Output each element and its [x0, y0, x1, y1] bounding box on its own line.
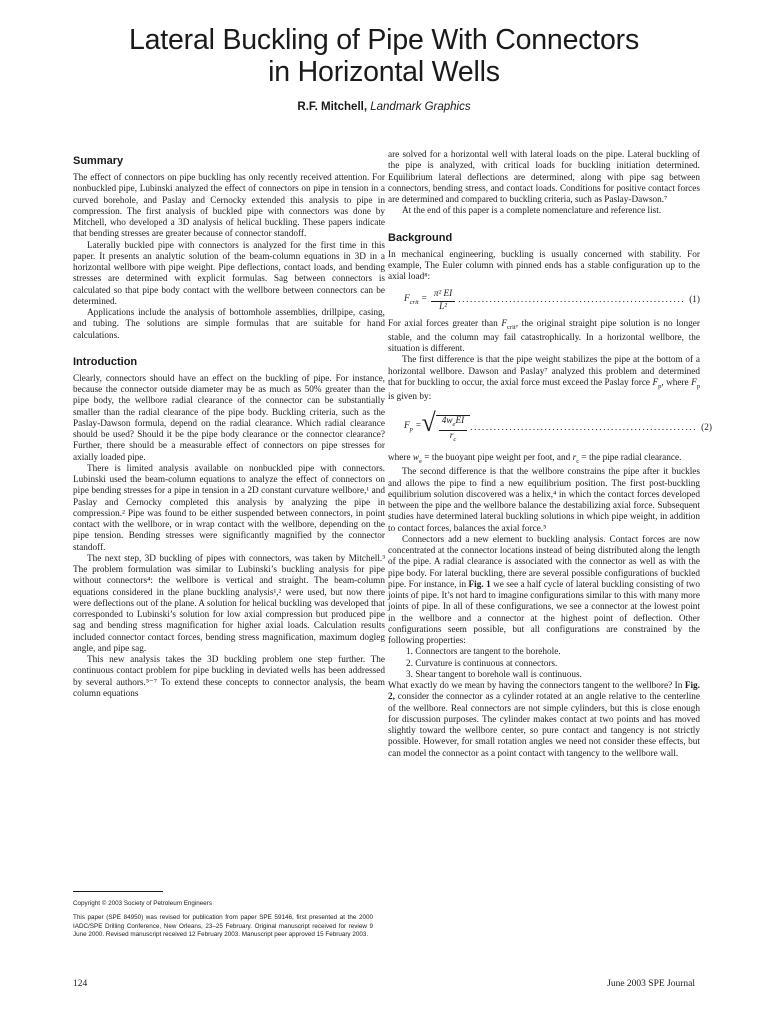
equation-2-leader: .......................................................... — [470, 422, 698, 433]
background-paragraph-1: In mechanical engineering, buckling is usually concerned with stability. For example, The Euler column with pinned ends has a stable configuration up to the axial load⁸: — [388, 249, 700, 282]
equation-1-lhs: $F_{crit}$ = — [404, 293, 428, 306]
equation-2-numerator: $4w_eEI$ — [439, 416, 467, 431]
equation-2-number: (2) — [701, 422, 712, 433]
background-paragraph-5: The second difference is that the wellbore constrains the pipe after it buckles and allows the pipe to find a new equilibrium position. The first post-buckling equilibrium solution discovered was a helix,⁴ in which the contact forces developed between the pipe and the wellbore balance the destabilizing axial force. Subsequent studies have determined lateral buckling solutions in which pipe weight, in addition to contact forces, balances the axial force.⁵ — [388, 467, 700, 534]
equation-1-fraction — [431, 289, 455, 313]
introduction-paragraph-5: At the end of this paper is a complete nomenclature and reference list. — [402, 206, 662, 217]
equation-2-fraction — [439, 416, 467, 445]
introduction-heading: Introduction — [73, 355, 138, 368]
introduction-paragraph-3: The next step, 3D buckling of pipes with connectors, was taken by Mitchell.³ The problem formulation was similar to Lubinski’s buckling analysis for pipe without connectors⁴: the wellbore is vertical and straight. The beam-column equations considered in the plane buckling analysis¹,² were used, but now there were deflections out of the plane. A solution for helical buckling was developed that corresponded to Lubinski’s solution for low axial compression but produced pipe sag and bending stress magnification for higher axial loads. Calculation results included connector contact forces, bending stress magnification, maximum dogleg angle, and pipe sag. — [73, 553, 385, 654]
author-line — [60, 101, 708, 113]
summary-paragraph-2: Laterally buckled pipe with connectors is analyzed for the first time in this paper. It presents an analytic solution of the beam-column equations in 3D in a horizontal wellbore with pipe weight. Pipe deflections, contact loads, and bending stresses are determined with explicit formulas. Sag between connectors is calculated so that pipe body contact with the wellbore between connectors can be determined. — [73, 240, 385, 307]
list-item: 3. Shear tangent to borehole wall is continuous. — [406, 669, 582, 680]
introduction-paragraph-4-continued: are solved for a horizontal well with lateral loads on the pipe. Lateral buckling of the pipe is analyzed, with critical loads for buckling initiation determined. Equilibrium lateral deflections are determined, along with pipe sag between connectors, bending stress, and contact loads. Conditions for positive contact forces are determined and compared to buckling criteria, such as Paslay-Dawson.⁷ — [388, 150, 700, 205]
introduction-paragraph-1: Clearly, connectors should have an effect on the buckling of pipe. For instance, because the connector outside diameter may be as much as 50% greater than the pipe body, the wellbore radial clearance of the connector can be substantially smaller than the radial clearance of the pipe body. Buckling criteria, such as the Paslay-Dawson formula, depend on the radial clearance. Which radial clearance should be used? Should it be the pipe body clearance or the connector clearance? Further, there should be a measurable effect of connectors on pipe stresses for axially loaded pipe. — [73, 373, 385, 463]
paper-title — [60, 24, 708, 88]
author-affiliation: Landmark Graphics — [370, 101, 471, 113]
constraint-list — [388, 647, 700, 681]
equation-2-sqrt: √ $\frac{4w_eEI}{r_c}$ — [421, 411, 470, 445]
summary-paragraph-3: Applications include the analysis of bottomhole assemblies, drillpipe, casing, and tubing. The solutions are simple formulas that are suitable for hand calculations. — [73, 308, 385, 341]
equation-2-lhs: $F_p$ = — [404, 421, 422, 434]
equation-1-numerator: π² EI — [431, 289, 455, 301]
equation-1-denominator: L² — [439, 301, 447, 312]
summary-heading: Summary — [73, 155, 124, 167]
footnote-rule — [73, 891, 163, 892]
introduction-paragraph-4: This new analysis takes the 3D buckling problem one step further. The continuous contact problem for pipe buckling in deviated wells has been addressed by several authors.⁵⁻⁷ To extend these concepts to connector analysis, the beam column equations — [73, 655, 385, 699]
right-column — [388, 150, 712, 760]
background-paragraph-4: where $w_e$ = the buoyant pipe weight per foot, and $r_c$ = the pipe radial clearance. — [388, 453, 682, 466]
page-number: 124 — [73, 979, 88, 989]
equation-1 — [388, 289, 700, 313]
footnote-history: This paper (SPE 84950) was revised for publication from paper SPE 59146, first presented at the 2000 IADC/SPE Drilling Conference, New Orleans, 23–25 February. Original manuscript received for review 9 June 2000. Revised manuscript received 12 February 2003. Manuscript peer approved 15 February 2003. — [73, 914, 373, 938]
equation-1-number: (1) — [689, 295, 700, 306]
author-name: R.F. Mitchell, — [297, 101, 368, 113]
background-heading: Background — [388, 231, 453, 244]
footnote-copyright: Copyright © 2003 Society of Petroleum Engineers — [73, 900, 213, 907]
footnote — [73, 900, 373, 945]
summary-paragraph-1: The effect of connectors on pipe buckling has only recently received attention. For nonbuckled pipe, Lubinski analyzed the effect of connectors on pipe in tension in a curved borehole, and Paslay and Cernocky extended this analysis to pipe in compression. The first analysis of buckled pipe with connectors was done by Mitchell, who developed a 3D analysis of helical buckling. These papers indicate that bending stresses are greater because of connector standoff. — [73, 173, 385, 240]
equation-2-denominator: $r_c$ — [449, 431, 457, 444]
paper-title-line-2: in Horizontal Wells — [268, 56, 500, 88]
journal-footer: June 2003 SPE Journal — [607, 979, 695, 989]
paper-title-line-1: Lateral Buckling of Pipe With Connectors — [128, 24, 639, 56]
equation-2 — [388, 408, 712, 445]
left-column — [73, 154, 385, 700]
background-paragraph-2: For axial forces greater than $F_{crit}$, the original straight pipe solution is no longer stable, and the column may fail catastrophically. In a horizontal wellbore, the situation is different. — [388, 318, 700, 355]
introduction-paragraph-2: There is limited analysis available on nonbuckled pipe with connectors. Lubinski used the beam-column equations to analyze the effect of connectors on pipe bending stresses for a pipe in tension in a 2D constant curvature wellbore,¹ and Paslay and Cernocky completed this analysis by analyzing the pipe in compression.² Pipe was found to be either suspended between connectors, in point contact with the wellbore, or in wrap contact with the wellbore, depending on the pipe tension. Bending stresses were significantly magnified by the connector standoff. — [73, 463, 385, 553]
background-paragraph-3: The first difference is that the pipe weight stabilizes the pipe at the bottom of a horizontal wellbore. Dawson and Paslay⁷ analyzed this problem and determined that for buckling to occur, the axial force must exceed the Paslay force $F_p$, where $F_p$ is given by: — [388, 355, 700, 402]
background-paragraph-6: Connectors add a new element to buckling analysis. Contact forces are now concentrated at the connector locations instead of being distributed along the length of the pipe. A radial clearance is associated with the connector as well as with the pipe body. For lateral buckling, there are several possible configurations of buckled pipe. For instance, in Fig. 1 we see a half cycle of lateral buckling consisting of two joints of pipe. It’s not hard to imagine configurations similar to this with many more joints of pipe. In all of these configurations, we see a connector at the lowest point in the wellbore and a connector at the highest point of deflection. Other configurations seem possible, but all configurations are constrained by the following properties: — [388, 534, 700, 647]
list-item: 1. Connectors are tangent to the borehole. — [406, 647, 561, 658]
equation-1-leader: .......................................................... — [458, 295, 686, 306]
background-paragraph-7: What exactly do we mean by having the connectors tangent to the wellbore? In Fig. 2, consider the connector as a cylinder rotated at an angle relative to the centerline of the wellbore. Real connectors are not simple cylinders, but this is close enough for discussion purposes. The cylinder makes contact at two points and has moved slightly toward the wellbore center, so pure contact and tangency is not strictly possible. However, for small rotation angles we need not consider these effects, but can model the connector as a point contact with tangency to the wellbore wall. — [388, 681, 700, 759]
list-item: 2. Curvature is continuous at connectors. — [406, 658, 558, 669]
